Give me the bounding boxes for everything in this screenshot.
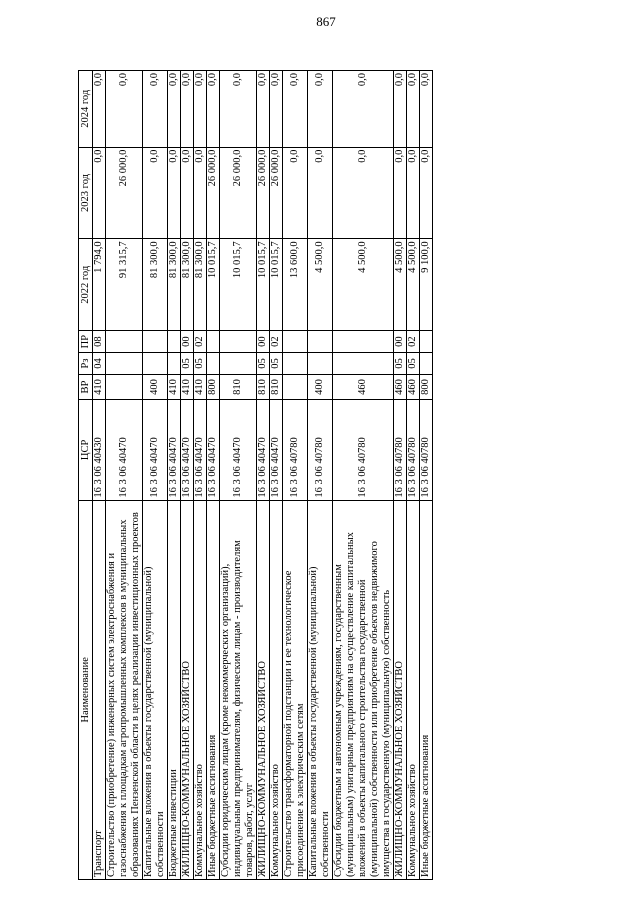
cell-vr — [106, 374, 143, 399]
cell-vr: 410 — [168, 374, 181, 399]
cell-y2022: 10 015,7 — [220, 239, 257, 331]
cell-y2024: 0,0 — [106, 71, 143, 148]
cell-vr: 810 — [270, 374, 283, 399]
cell-y2022: 13 600,0 — [283, 239, 308, 331]
cell-pr: 08 — [93, 331, 106, 353]
cell-name: Субсидии юридическим лицам (кроме некоммерческих организаций), индивидуальным предпринимателям, физическим лицам - производителям товаров, работ, услуг — [220, 500, 257, 879]
table-row — [333, 71, 394, 880]
cell-rz: 05 — [181, 353, 194, 375]
header-csr: ЦСР — [79, 400, 93, 501]
cell-rz — [333, 353, 394, 375]
cell-vr: 800 — [207, 374, 220, 399]
table-row — [283, 71, 308, 880]
cell-name: Иные бюджетные ассигнования — [207, 500, 220, 879]
cell-y2022: 4 500,0 — [394, 239, 407, 331]
header-pr: ПР — [79, 331, 93, 353]
cell-name: Субсидии бюджетным и автономным учреждениям, государственным (муниципальным) унитарным предприятиям на осуществление капитальных вложений в объекты капитального строительства государственной (муниципальной) собственности или приобретение объектов недвижимого имущества в государственную (муниципальную) собственность — [333, 500, 394, 879]
cell-y2024: 0,0 — [207, 71, 220, 148]
cell-y2022: 10 015,7 — [270, 239, 283, 331]
cell-y2023: 26 000,0 — [207, 147, 220, 239]
header-rz: Рз — [79, 353, 93, 375]
cell-name: Коммунальное хозяйство — [194, 500, 207, 879]
cell-rz — [283, 353, 308, 375]
cell-y2022: 4 500,0 — [333, 239, 394, 331]
cell-y2023: 0,0 — [308, 147, 333, 239]
cell-pr — [333, 331, 394, 353]
cell-y2023: 0,0 — [168, 147, 181, 239]
cell-rz — [308, 353, 333, 375]
cell-y2023: 0,0 — [93, 147, 106, 239]
cell-vr: 460 — [407, 374, 420, 399]
cell-csr: 16 3 06 40470 — [270, 400, 283, 501]
cell-csr: 16 3 06 40470 — [220, 400, 257, 501]
cell-name: ЖИЛИЩНО-КОММУНАЛЬНОЕ ХОЗЯЙСТВО — [257, 500, 270, 879]
budget-table — [78, 70, 433, 880]
cell-name: ЖИЛИЩНО-КОММУНАЛЬНОЕ ХОЗЯЙСТВО — [394, 500, 407, 879]
cell-name: Капитальные вложения в объекты государственной (муниципальной) собственности — [308, 500, 333, 879]
cell-y2024: 0,0 — [333, 71, 394, 148]
cell-y2024: 0,0 — [270, 71, 283, 148]
cell-rz — [207, 353, 220, 375]
cell-rz — [420, 353, 433, 375]
cell-y2023: 0,0 — [194, 147, 207, 239]
cell-y2023: 0,0 — [394, 147, 407, 239]
cell-y2023: 26 000,0 — [270, 147, 283, 239]
table-header-row — [79, 71, 93, 880]
header-2022: 2022 год — [79, 239, 93, 331]
table-row — [220, 71, 257, 880]
cell-y2023: 0,0 — [407, 147, 420, 239]
cell-y2024: 0,0 — [93, 71, 106, 148]
cell-csr: 16 3 06 40780 — [394, 400, 407, 501]
cell-csr: 16 3 06 40780 — [407, 400, 420, 501]
cell-csr: 16 3 06 40470 — [106, 400, 143, 501]
cell-name: Коммунальное хозяйство — [270, 500, 283, 879]
cell-y2024: 0,0 — [220, 71, 257, 148]
cell-rz: 05 — [270, 353, 283, 375]
cell-name: Строительство трансформаторной подстанции и ее технологическое присоединение к электрическим сетям — [283, 500, 308, 879]
cell-y2024: 0,0 — [143, 71, 168, 148]
cell-rz: 05 — [407, 353, 420, 375]
cell-y2022: 91 315,7 — [106, 239, 143, 331]
cell-y2022: 9 100,0 — [420, 239, 433, 331]
cell-name: ЖИЛИЩНО-КОММУНАЛЬНОЕ ХОЗЯЙСТВО — [181, 500, 194, 879]
table-row — [168, 71, 181, 880]
cell-y2022: 4 500,0 — [308, 239, 333, 331]
table-body — [93, 71, 433, 880]
cell-csr: 16 3 06 40780 — [308, 400, 333, 501]
cell-vr — [283, 374, 308, 399]
cell-csr: 16 3 06 40470 — [207, 400, 220, 501]
cell-rz — [143, 353, 168, 375]
cell-y2023: 26 000,0 — [220, 147, 257, 239]
cell-name: Бюджетные инвестиции — [168, 500, 181, 879]
cell-name: Коммунальное хозяйство — [407, 500, 420, 879]
cell-y2023: 0,0 — [420, 147, 433, 239]
cell-y2024: 0,0 — [308, 71, 333, 148]
cell-pr: 00 — [257, 331, 270, 353]
cell-vr: 810 — [220, 374, 257, 399]
cell-pr — [106, 331, 143, 353]
cell-pr: 02 — [194, 331, 207, 353]
cell-pr — [283, 331, 308, 353]
cell-y2023: 0,0 — [283, 147, 308, 239]
cell-name: Строительство (приобретение) инженерных систем электроснабжения и газоснабжения к площадкам агропромышленных комплексов в муниципальных образованиях Пензенской области в целях реализации инвестиционных проектов — [106, 500, 143, 879]
cell-vr: 460 — [333, 374, 394, 399]
cell-pr: 02 — [407, 331, 420, 353]
cell-y2022: 81 300,0 — [143, 239, 168, 331]
header-name: Наименование — [79, 500, 93, 879]
cell-csr: 16 3 06 40470 — [168, 400, 181, 501]
table-row — [394, 71, 407, 880]
rotated-table-container — [78, 70, 556, 880]
table-row — [270, 71, 283, 880]
cell-vr: 810 — [257, 374, 270, 399]
cell-vr: 410 — [181, 374, 194, 399]
cell-csr: 16 3 06 40430 — [93, 400, 106, 501]
table-row — [407, 71, 420, 880]
cell-pr — [143, 331, 168, 353]
cell-y2023: 26 000,0 — [106, 147, 143, 239]
cell-name: Капитальные вложения в объекты государственной (муниципальной) собственности — [143, 500, 168, 879]
cell-csr: 16 3 06 40470 — [143, 400, 168, 501]
cell-y2022: 4 500,0 — [407, 239, 420, 331]
cell-rz: 05 — [394, 353, 407, 375]
header-2024: 2024 год — [79, 71, 93, 148]
cell-csr: 16 3 06 40470 — [181, 400, 194, 501]
table-row — [181, 71, 194, 880]
cell-y2023: 26 000,0 — [257, 147, 270, 239]
cell-y2024: 0,0 — [394, 71, 407, 148]
cell-rz: 05 — [257, 353, 270, 375]
cell-y2023: 0,0 — [181, 147, 194, 239]
cell-y2024: 0,0 — [283, 71, 308, 148]
cell-y2024: 0,0 — [194, 71, 207, 148]
cell-pr: 00 — [181, 331, 194, 353]
cell-pr — [420, 331, 433, 353]
cell-vr: 400 — [143, 374, 168, 399]
cell-rz — [220, 353, 257, 375]
table-row — [93, 71, 106, 880]
header-2023: 2023 год — [79, 147, 93, 239]
cell-rz: 04 — [93, 353, 106, 375]
table-row — [143, 71, 168, 880]
cell-y2024: 0,0 — [168, 71, 181, 148]
table-row — [308, 71, 333, 880]
cell-pr — [207, 331, 220, 353]
cell-csr: 16 3 06 40780 — [420, 400, 433, 501]
cell-pr — [220, 331, 257, 353]
cell-y2022: 10 015,7 — [207, 239, 220, 331]
cell-rz: 05 — [194, 353, 207, 375]
cell-y2023: 0,0 — [333, 147, 394, 239]
cell-csr: 16 3 06 40470 — [194, 400, 207, 501]
cell-y2024: 0,0 — [181, 71, 194, 148]
cell-y2022: 81 300,0 — [181, 239, 194, 331]
table-row — [106, 71, 143, 880]
cell-rz — [168, 353, 181, 375]
cell-y2024: 0,0 — [257, 71, 270, 148]
cell-y2022: 10 015,7 — [257, 239, 270, 331]
cell-y2022: 81 300,0 — [168, 239, 181, 331]
cell-vr: 410 — [93, 374, 106, 399]
cell-pr: 00 — [394, 331, 407, 353]
cell-name: Иные бюджетные ассигнования — [420, 500, 433, 879]
cell-y2023: 0,0 — [143, 147, 168, 239]
cell-y2022: 1 794,0 — [93, 239, 106, 331]
cell-pr: 02 — [270, 331, 283, 353]
table-row — [194, 71, 207, 880]
cell-y2022: 81 300,0 — [194, 239, 207, 331]
cell-rz — [106, 353, 143, 375]
cell-pr — [308, 331, 333, 353]
table-row — [420, 71, 433, 880]
cell-pr — [168, 331, 181, 353]
cell-vr: 800 — [420, 374, 433, 399]
cell-vr: 460 — [394, 374, 407, 399]
cell-y2024: 0,0 — [407, 71, 420, 148]
cell-csr: 16 3 06 40780 — [333, 400, 394, 501]
cell-name: Транспорт — [93, 500, 106, 879]
cell-y2024: 0,0 — [420, 71, 433, 148]
page-number: 867 — [316, 14, 336, 29]
header-vr: ВР — [79, 374, 93, 399]
cell-vr: 400 — [308, 374, 333, 399]
table-row — [207, 71, 220, 880]
table-row — [257, 71, 270, 880]
cell-vr: 410 — [194, 374, 207, 399]
table-wrapper — [78, 70, 556, 880]
cell-csr: 16 3 06 40780 — [283, 400, 308, 501]
cell-csr: 16 3 06 40470 — [257, 400, 270, 501]
